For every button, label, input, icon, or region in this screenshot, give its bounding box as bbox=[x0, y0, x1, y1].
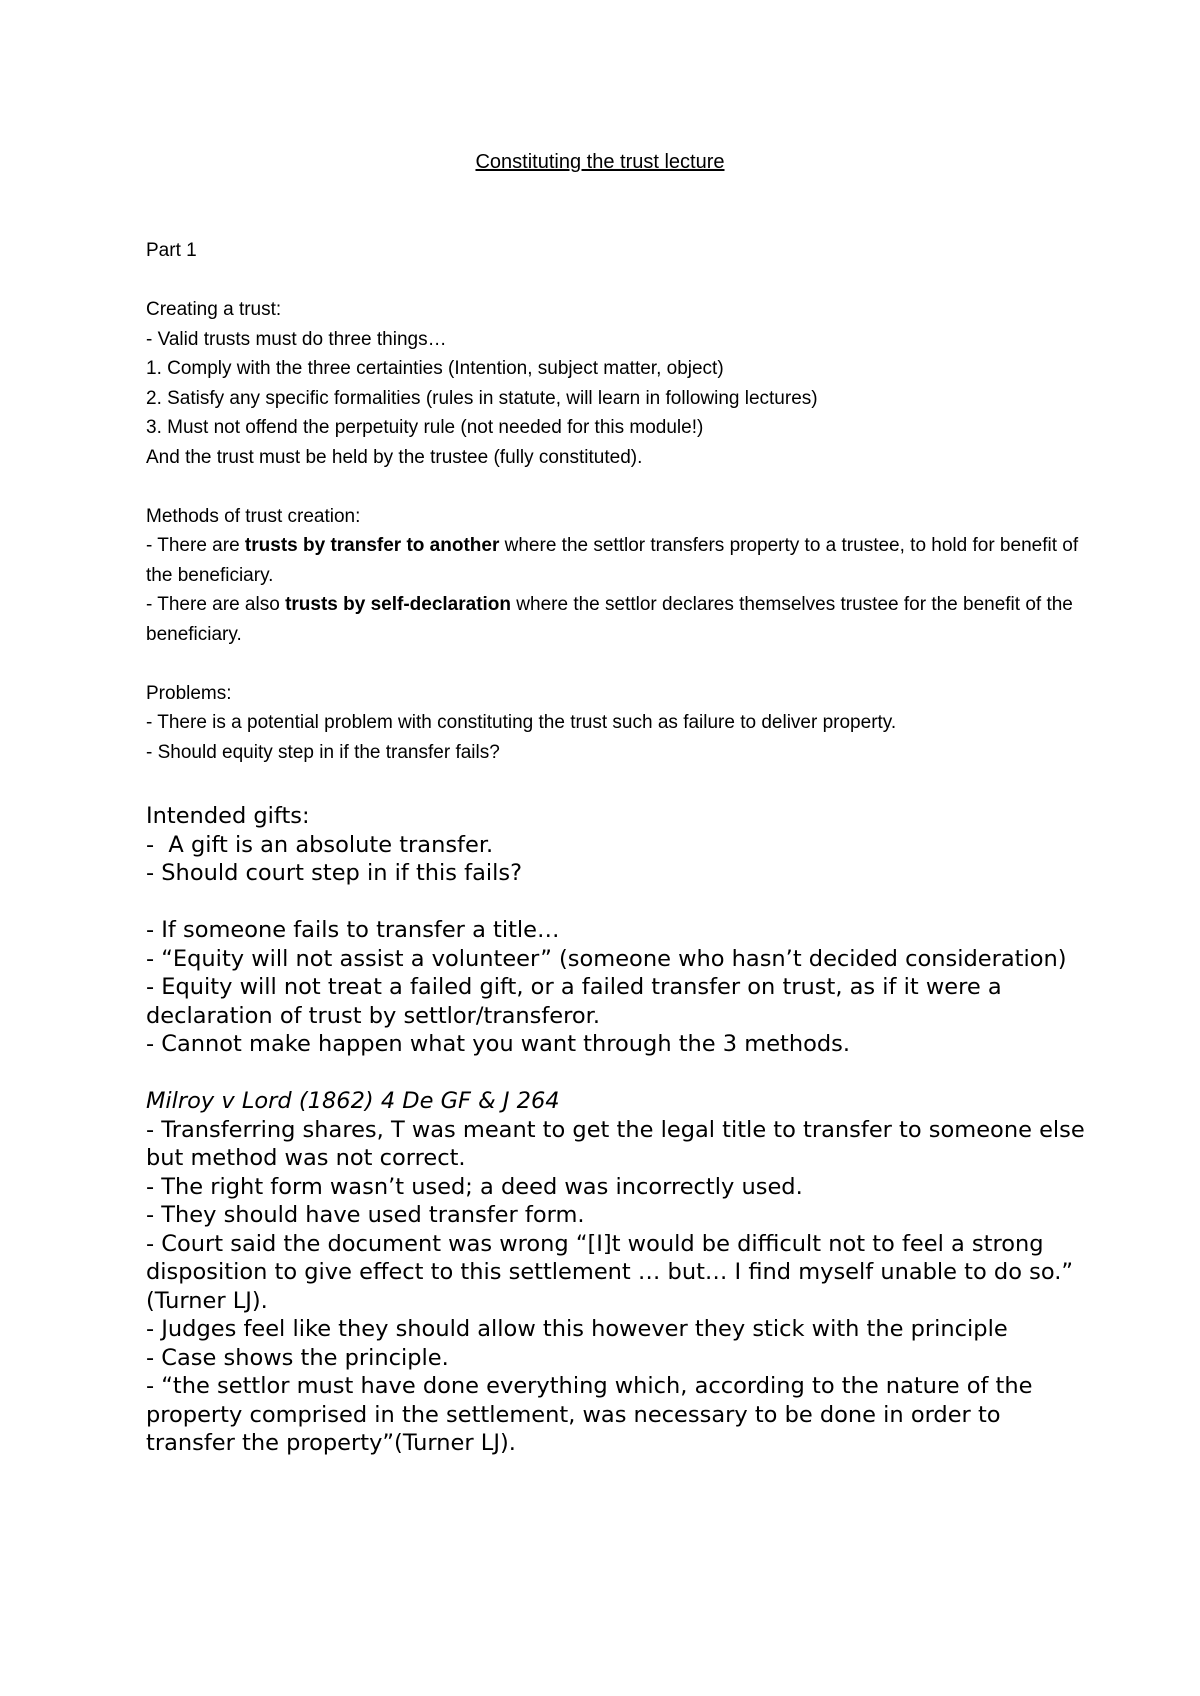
method-transfer-term: trusts by transfer to another bbox=[244, 535, 500, 556]
creating-heading: Creating a trust: bbox=[146, 299, 282, 320]
method-transfer: - There are trusts by transfer to another where the settlor transfers property to a trustee, to hold for benefit of the beneficiary. bbox=[146, 535, 1079, 586]
gifts-heading: Intended gifts: bbox=[146, 803, 310, 829]
page-title: Constituting the trust lecture bbox=[475, 151, 725, 173]
part-heading: Part 1 bbox=[146, 240, 197, 261]
creating-line: 3. Must not offend the perpetuity rule (not needed for this module!) bbox=[146, 417, 704, 438]
problems-heading: Problems: bbox=[146, 682, 232, 704]
case-line: - Transferring shares, T was meant to get the legal title to transfer to someone else but method was not correct. bbox=[146, 1116, 1085, 1171]
case-line: - Judges feel like they should allow this however they stick with the principle bbox=[146, 1316, 1008, 1342]
part-section bbox=[146, 236, 1086, 767]
problems-line: - Should equity step in if the transfer fails? bbox=[146, 741, 500, 763]
gifts-line: - If someone fails to transfer a title… bbox=[146, 917, 560, 943]
methods-heading: Methods of trust creation: bbox=[146, 505, 361, 527]
gifts-line: - Cannot make happen what you want through the 3 methods. bbox=[146, 1031, 851, 1057]
gifts-line: - Equity will not treat a failed gift, or a failed transfer on trust, as if it were a declaration of trust by settlor/transferor. bbox=[146, 974, 1002, 1029]
creating-line: 1. Comply with the three certainties (Intention, subject matter, object) bbox=[146, 358, 724, 379]
gifts-line: - “Equity will not assist a volunteer” (someone who hasn’t decided consideration) bbox=[146, 945, 1067, 972]
case-line: - “the settlor must have done everything which, according to the nature of the property comprised in the settlement, was necessary to be done in order to transfer the property”(Turner LJ). bbox=[146, 1373, 1033, 1456]
gifts-section bbox=[146, 802, 1086, 1458]
creating-line: And the trust must be held by the trustee (fully constituted). bbox=[146, 446, 643, 468]
creating-line: 2. Satisfy any specific formalities (rules in statute, will learn in following lectures) bbox=[146, 387, 818, 409]
case-line: - Case shows the principle. bbox=[146, 1344, 449, 1371]
method-self-declaration: - There are also trusts by self-declaration where the settlor declares themselves trustee for the benefit of the beneficiary. bbox=[146, 594, 1073, 645]
case-line: - The right form wasn’t used; a deed was incorrectly used. bbox=[146, 1173, 803, 1200]
case-line: - Court said the document was wrong “[I]t would be difficult not to feel a strong disposition to give effect to this settlement … but… I find myself unable to do so.” (Turner LJ). bbox=[146, 1230, 1074, 1314]
problems-line: - There is a potential problem with constituting the trust such as failure to deliver property. bbox=[146, 712, 897, 733]
case-line: - They should have used transfer form. bbox=[146, 1202, 585, 1228]
creating-line: - Valid trusts must do three things… bbox=[146, 328, 447, 350]
gifts-line: - Should court step in if this fails? bbox=[146, 860, 523, 886]
case-heading: Milroy v Lord (1862) 4 De GF & J 264 bbox=[146, 1088, 560, 1114]
gifts-line: - A gift is an absolute transfer. bbox=[146, 831, 494, 858]
method-self-declaration-term: trusts by self-declaration bbox=[285, 594, 512, 615]
